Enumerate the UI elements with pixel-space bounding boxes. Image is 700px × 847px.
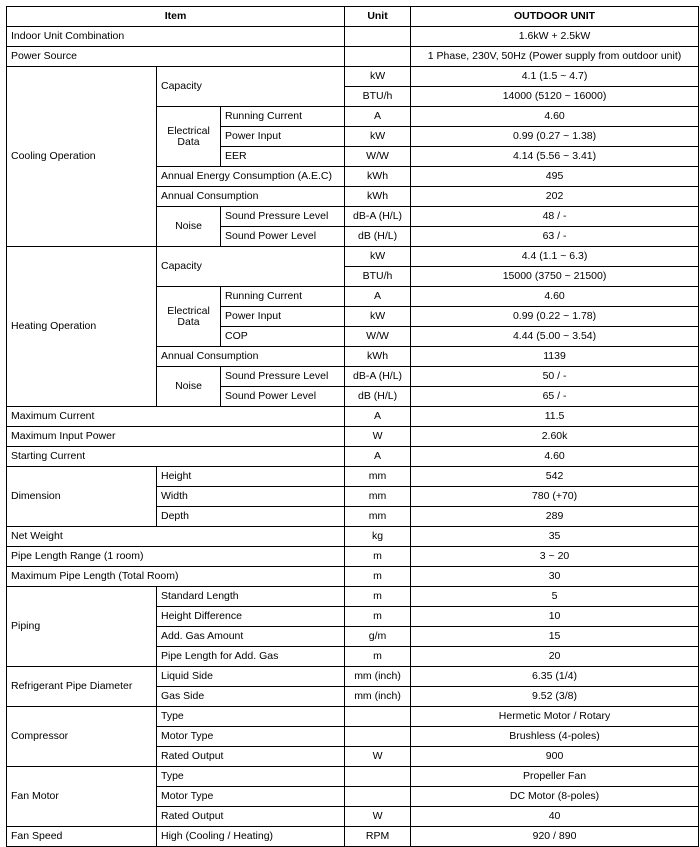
row-unit: W	[345, 427, 411, 447]
dimension-section-label: Dimension	[7, 467, 157, 527]
row-unit: W	[345, 747, 411, 767]
table-row	[7, 67, 699, 87]
row-value: 1139	[411, 347, 699, 367]
row-value: 4.60	[411, 287, 699, 307]
row-label: High (Cooling / Heating)	[157, 827, 345, 847]
row-label: Standard Length	[157, 587, 345, 607]
row-label: Running Current	[221, 107, 345, 127]
row-unit: dB-A (H/L)	[345, 367, 411, 387]
row-value: 11.5	[411, 407, 699, 427]
row-unit: A	[345, 407, 411, 427]
row-value: 3 ~ 20	[411, 547, 699, 567]
table-row	[7, 567, 699, 587]
row-value: 542	[411, 467, 699, 487]
row-value: 20	[411, 647, 699, 667]
row-value: 4.60	[411, 107, 699, 127]
row-unit: BTU/h	[345, 87, 411, 107]
row-value: 900	[411, 747, 699, 767]
heating-capacity-label: Capacity	[157, 247, 345, 287]
row-label: Annual Energy Consumption (A.E.C)	[157, 167, 345, 187]
row-unit	[345, 787, 411, 807]
table-row	[7, 587, 699, 607]
row-value: 1 Phase, 230V, 50Hz (Power supply from outdoor unit)	[411, 47, 699, 67]
row-value: 6.35 (1/4)	[411, 667, 699, 687]
row-value: 30	[411, 567, 699, 587]
row-unit: kW	[345, 307, 411, 327]
row-unit: W/W	[345, 147, 411, 167]
row-label: Indoor Unit Combination	[7, 27, 345, 47]
row-label: Rated Output	[157, 747, 345, 767]
heating-noise-label: Noise	[157, 367, 221, 407]
row-unit: mm (inch)	[345, 667, 411, 687]
row-unit	[345, 767, 411, 787]
header-item: Item	[7, 7, 345, 27]
row-unit: m	[345, 587, 411, 607]
row-value: 14000 (5120 ~ 16000)	[411, 87, 699, 107]
table-row	[7, 667, 699, 687]
row-label: Running Current	[221, 287, 345, 307]
header-unit: Unit	[345, 7, 411, 27]
row-unit: mm	[345, 507, 411, 527]
row-unit: W	[345, 807, 411, 827]
row-value: 2.60k	[411, 427, 699, 447]
row-unit: kW	[345, 67, 411, 87]
row-value: 495	[411, 167, 699, 187]
row-unit: RPM	[345, 827, 411, 847]
row-value: 1.6kW + 2.5kW	[411, 27, 699, 47]
row-unit: kW	[345, 127, 411, 147]
table-row	[7, 247, 699, 267]
row-label: Width	[157, 487, 345, 507]
heating-electrical-label: Electrical Data	[157, 287, 221, 347]
row-label: Maximum Input Power	[7, 427, 345, 447]
table-row	[7, 427, 699, 447]
row-label: COP	[221, 327, 345, 347]
row-value: 10	[411, 607, 699, 627]
row-value: 5	[411, 587, 699, 607]
row-value: 65 / -	[411, 387, 699, 407]
row-unit: m	[345, 647, 411, 667]
row-label: Pipe Length for Add. Gas	[157, 647, 345, 667]
table-row	[7, 47, 699, 67]
row-label: Liquid Side	[157, 667, 345, 687]
row-unit: kW	[345, 247, 411, 267]
row-label: Sound Pressure Level	[221, 367, 345, 387]
row-unit: BTU/h	[345, 267, 411, 287]
row-label: Net Weight	[7, 527, 345, 547]
row-label: Type	[157, 767, 345, 787]
fan-speed-section-label: Fan Speed	[7, 827, 157, 847]
table-row	[7, 407, 699, 427]
row-label: Motor Type	[157, 727, 345, 747]
row-unit: mm	[345, 487, 411, 507]
row-unit: mm	[345, 467, 411, 487]
row-label: Motor Type	[157, 787, 345, 807]
row-value: 4.14 (5.56 ~ 3.41)	[411, 147, 699, 167]
row-value: 780 (+70)	[411, 487, 699, 507]
row-value: 4.4 (1.1 ~ 6.3)	[411, 247, 699, 267]
row-unit	[345, 27, 411, 47]
row-value: DC Motor (8-poles)	[411, 787, 699, 807]
row-value: 35	[411, 527, 699, 547]
row-label: Height	[157, 467, 345, 487]
row-label: Power Source	[7, 47, 345, 67]
row-label: Sound Pressure Level	[221, 207, 345, 227]
table-row	[7, 27, 699, 47]
cooling-capacity-label: Capacity	[157, 67, 345, 107]
cooling-noise-label: Noise	[157, 207, 221, 247]
fan-motor-section-label: Fan Motor	[7, 767, 157, 827]
row-label: Starting Current	[7, 447, 345, 467]
row-value: 63 / -	[411, 227, 699, 247]
refrigerant-section-label: Refrigerant Pipe Diameter	[7, 667, 157, 707]
row-unit	[345, 47, 411, 67]
row-label: Depth	[157, 507, 345, 527]
row-label: Type	[157, 707, 345, 727]
row-value: 50 / -	[411, 367, 699, 387]
row-unit: dB-A (H/L)	[345, 207, 411, 227]
table-row	[7, 467, 699, 487]
row-value: 9.52 (3/8)	[411, 687, 699, 707]
row-unit: kWh	[345, 187, 411, 207]
row-label: EER	[221, 147, 345, 167]
row-value: Propeller Fan	[411, 767, 699, 787]
piping-section-label: Piping	[7, 587, 157, 667]
row-unit: g/m	[345, 627, 411, 647]
row-value: 4.60	[411, 447, 699, 467]
row-label: Sound Power Level	[221, 227, 345, 247]
row-unit: A	[345, 287, 411, 307]
row-unit: A	[345, 447, 411, 467]
row-unit: A	[345, 107, 411, 127]
row-value: 0.99 (0.27 ~ 1.38)	[411, 127, 699, 147]
row-label: Add. Gas Amount	[157, 627, 345, 647]
row-unit: dB (H/L)	[345, 227, 411, 247]
row-unit: kg	[345, 527, 411, 547]
row-value: 4.44 (5.00 ~ 3.54)	[411, 327, 699, 347]
row-value: Brushless (4-poles)	[411, 727, 699, 747]
row-unit: dB (H/L)	[345, 387, 411, 407]
row-unit: m	[345, 607, 411, 627]
row-label: Power Input	[221, 307, 345, 327]
table-row	[7, 707, 699, 727]
row-unit: m	[345, 547, 411, 567]
row-unit	[345, 727, 411, 747]
row-value: 40	[411, 807, 699, 827]
row-label: Annual Consumption	[157, 347, 345, 367]
row-value: 289	[411, 507, 699, 527]
row-value: 202	[411, 187, 699, 207]
row-value: 15	[411, 627, 699, 647]
heating-section-label: Heating Operation	[7, 247, 157, 407]
row-label: Annual Consumption	[157, 187, 345, 207]
row-label: Maximum Pipe Length (Total Room)	[7, 567, 345, 587]
row-label: Pipe Length Range (1 room)	[7, 547, 345, 567]
row-unit	[345, 707, 411, 727]
row-unit: kWh	[345, 167, 411, 187]
row-unit: W/W	[345, 327, 411, 347]
compressor-section-label: Compressor	[7, 707, 157, 767]
row-value: 48 / -	[411, 207, 699, 227]
header-row	[7, 7, 699, 27]
row-value: 4.1 (1.5 ~ 4.7)	[411, 67, 699, 87]
row-value: 0.99 (0.22 ~ 1.78)	[411, 307, 699, 327]
row-unit: kWh	[345, 347, 411, 367]
table-row	[7, 447, 699, 467]
row-label: Sound Power Level	[221, 387, 345, 407]
row-value: 15000 (3750 ~ 21500)	[411, 267, 699, 287]
row-unit: mm (inch)	[345, 687, 411, 707]
table-row	[7, 547, 699, 567]
table-row	[7, 527, 699, 547]
row-value: 920 / 890	[411, 827, 699, 847]
row-label: Power Input	[221, 127, 345, 147]
row-label: Maximum Current	[7, 407, 345, 427]
row-value: Hermetic Motor / Rotary	[411, 707, 699, 727]
row-label: Rated Output	[157, 807, 345, 827]
row-label: Height Difference	[157, 607, 345, 627]
table-row	[7, 767, 699, 787]
header-value: OUTDOOR UNIT	[411, 7, 699, 27]
cooling-section-label: Cooling Operation	[7, 67, 157, 247]
cooling-electrical-label: Electrical Data	[157, 107, 221, 167]
spec-table	[6, 6, 699, 847]
row-label: Gas Side	[157, 687, 345, 707]
row-unit: m	[345, 567, 411, 587]
